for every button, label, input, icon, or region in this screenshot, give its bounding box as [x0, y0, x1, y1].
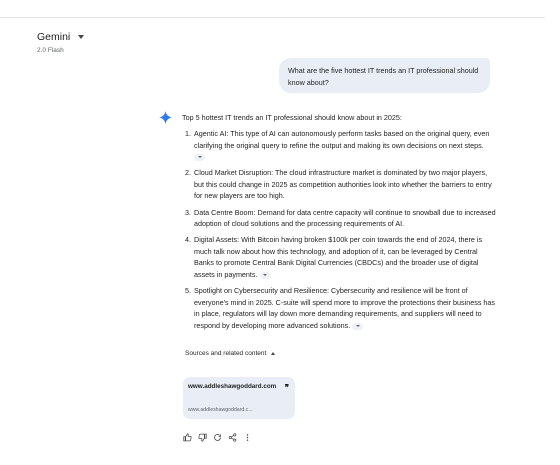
list-item: [193, 234, 497, 280]
header: [37, 27, 84, 54]
caret-down-icon: [78, 35, 84, 39]
list-item: [193, 128, 497, 163]
quote-icon: ❞: [284, 382, 289, 392]
user-prompt-bubble: What are the five hottest IT trends an IT professional should know about?: [279, 58, 490, 93]
model-switcher[interactable]: [37, 31, 84, 43]
gemini-spark-icon: [159, 111, 172, 124]
list-item: [193, 285, 497, 331]
top-divider: [0, 17, 545, 18]
list-item-text: Data Centre Boom: Demand for data centre capacity will continue to snowball due to increased adoption of cloud solutions and the processing requirements of AI.: [194, 207, 496, 229]
list-item-text: Digital Assets: With Bitcoin having broken $100k per coin towards the end of 2024, there is much talk now about how this technology, and adoption of it, can be leveraged by Central Banks to promote Central Bank Digital Currencies (CBDCs) and the broader use of digital assets in payments.: [194, 235, 483, 280]
response: [182, 113, 497, 336]
thumbs-down-icon[interactable]: [198, 433, 207, 442]
refresh-icon[interactable]: [213, 433, 222, 442]
chevron-up-icon: [271, 352, 275, 355]
model-name: 2.0 Flash: [37, 47, 64, 54]
source-title: www.addleshawgoddard.com: [188, 383, 277, 390]
list-item: [193, 167, 497, 202]
more-vert-icon[interactable]: [243, 433, 252, 442]
expand-chip[interactable]: [260, 272, 271, 279]
expand-chip[interactable]: [194, 154, 205, 161]
source-card[interactable]: [183, 377, 295, 419]
share-icon[interactable]: [228, 433, 237, 442]
sources-label: Sources and related content: [185, 350, 267, 357]
response-actions: [183, 433, 252, 442]
source-url: www.addleshawgoddard.c...: [188, 407, 253, 413]
thumbs-up-icon[interactable]: [183, 433, 192, 442]
app-name: Gemini: [37, 31, 71, 43]
list-item-text: Cloud Market Disruption: The cloud infrastructure market is dominated by two major players, but this could change in 2025 as competition authorities look into whether the barriers to entry for new players are too high.: [194, 168, 492, 201]
response-intro: Top 5 hottest IT trends an IT professional should know about in 2025:: [182, 113, 402, 122]
list-item-text: Spotlight on Cybersecurity and Resilience: Cybersecurity and resilience will be front of everyone's mind in 2025. C-suite will spend more to improve the protections their business has in place, regulators will lay down more demanding requirements, and suppliers will need to respond by developing more advanced solutions.: [194, 286, 496, 330]
sources-toggle[interactable]: [185, 350, 275, 357]
trend-list: [182, 128, 497, 332]
expand-chip[interactable]: [352, 323, 363, 330]
list-item-text: Agentic AI: This type of AI can autonomously perform tasks based on the original query, even clarifying the original query to refine the output and making its own decisions on next steps.: [194, 129, 490, 150]
list-item: [193, 207, 497, 230]
